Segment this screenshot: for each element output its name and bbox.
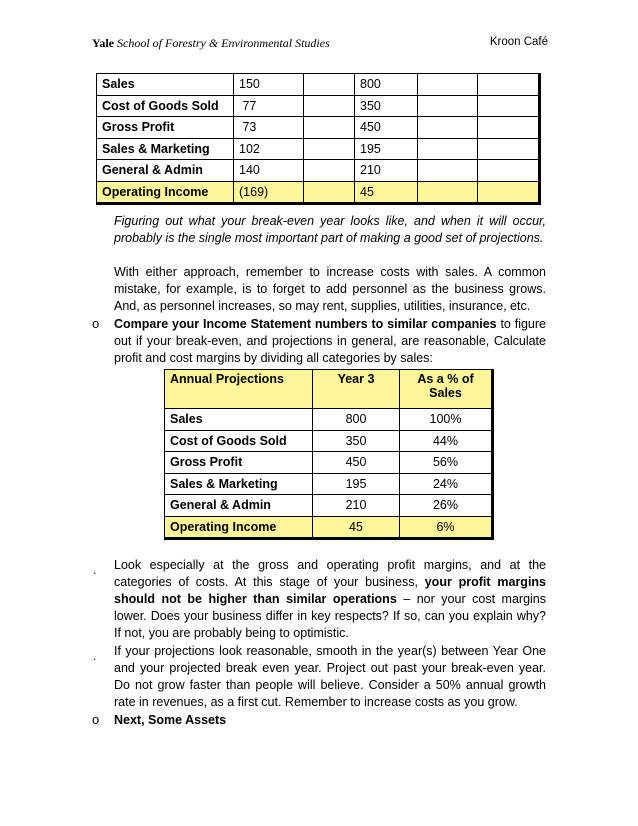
row-label: Sales & Marketing — [165, 473, 313, 495]
page-header — [92, 36, 548, 52]
cell-value: 800 — [355, 74, 418, 96]
cell-value: 77 — [234, 95, 304, 117]
table-row — [165, 452, 493, 474]
row-label: Sales — [165, 409, 313, 431]
row-label: Sales & Marketing — [97, 138, 234, 160]
cell-value: 150 — [234, 74, 304, 96]
cell-value: 44% — [400, 430, 493, 452]
row-label: Operating Income — [97, 181, 234, 204]
institution-name: Yale School of Forestry & Environmental Studies — [92, 36, 330, 50]
bullet-marker: o — [92, 316, 100, 331]
row-label: Cost of Goods Sold — [165, 430, 313, 452]
row-label: Gross Profit — [165, 452, 313, 474]
income-table — [96, 73, 541, 205]
row-label: Sales — [97, 74, 234, 96]
table-row — [165, 430, 493, 452]
row-label: Operating Income — [165, 516, 313, 539]
cell-value: 24% — [400, 473, 493, 495]
sub-bullet-smooth: If your projections look reasonable, smooth in the year(s) between Year One and your projected break even year. Project out past your break-even year. Do not grow faster than people will believe. Consider a 50% annual growth rate in revenues, as a first cut. Remember to increase costs as you grow. — [114, 644, 546, 709]
cell-value: 450 — [313, 452, 400, 474]
sub-bullet-marker: . — [93, 563, 97, 577]
table-row — [97, 181, 540, 204]
table-header-row — [165, 370, 493, 409]
cell-value: 45 — [355, 181, 418, 204]
column-header: Year 3 — [313, 370, 400, 409]
column-header: As a % of Sales — [400, 370, 493, 409]
column-header: Annual Projections — [165, 370, 313, 409]
cell-value: 140 — [234, 160, 304, 182]
bullet-marker: o — [92, 712, 100, 727]
bullet-compare: Compare your Income Statement numbers to similar companies to figure out if your break-even, and projections in general, are reasonable, Calculate profit and cost margins by dividing all categories by sales: — [114, 317, 547, 365]
cell-value: 195 — [355, 138, 418, 160]
projections-table — [164, 369, 494, 540]
cell-value: 350 — [355, 95, 418, 117]
cell-value: 210 — [355, 160, 418, 182]
bullet-next-assets: Next, Some Assets — [114, 713, 227, 727]
row-label: General & Admin — [97, 160, 234, 182]
cell-value: 195 — [313, 473, 400, 495]
cell-value: (169) — [234, 181, 304, 204]
cell-value: 6% — [400, 516, 493, 539]
cell-value: 800 — [313, 409, 400, 431]
cell-value: 102 — [234, 138, 304, 160]
cell-value: 350 — [313, 430, 400, 452]
cell-value: 100% — [400, 409, 493, 431]
table-row — [165, 409, 493, 431]
table-row — [97, 138, 540, 160]
cell-value: 450 — [355, 117, 418, 139]
row-label: Cost of Goods Sold — [97, 95, 234, 117]
cell-value: 56% — [400, 452, 493, 474]
cell-value: 210 — [313, 495, 400, 517]
row-label: Gross Profit — [97, 117, 234, 139]
cell-value: 73 — [234, 117, 304, 139]
row-label: General & Admin — [165, 495, 313, 517]
table-row — [97, 74, 540, 96]
table-row — [165, 516, 493, 539]
cell-value: 26% — [400, 495, 493, 517]
table-row — [165, 473, 493, 495]
paragraph-increase-costs: With either approach, remember to increase costs with sales. A common mistake, for example, is to forget to add personnel as the business grows. And, as personnel increases, so may rent, supplies, utilities, insurance, etc. — [114, 265, 546, 313]
paragraph-break-even: Figuring out what your break-even year looks like, and when it will occur, probably is the single most important part of making a good set of projections. — [114, 214, 546, 245]
sub-bullet-margins: Look especially at the gross and operating profit margins, and at the categories of costs. At this stage of your business, your profit margins should not be higher than similar operations – nor your cost margins lower. Does your business differ in key respects? If so, can you explain why? If not, you are probably being to optimistic. — [114, 558, 547, 640]
table-row — [165, 495, 493, 517]
cell-value: 45 — [313, 516, 400, 539]
table-row — [97, 160, 540, 182]
sub-bullet-marker: . — [93, 649, 97, 663]
table-row — [97, 95, 540, 117]
document-title: Kroon Café — [489, 36, 548, 48]
table-row — [97, 117, 540, 139]
